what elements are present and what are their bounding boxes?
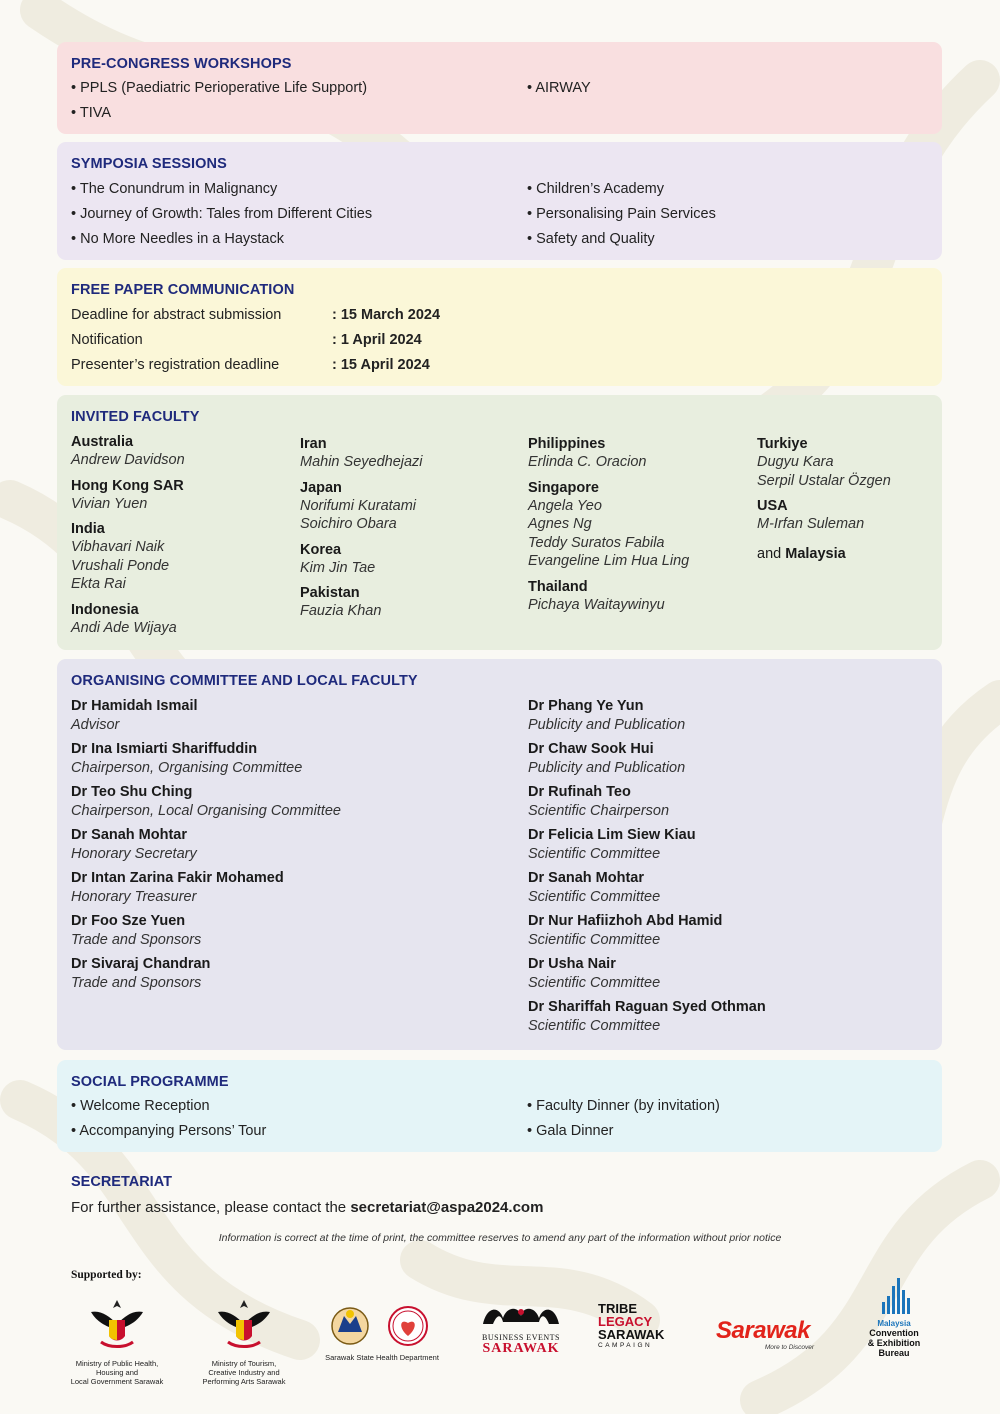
member-role: Honorary Treasurer xyxy=(71,888,197,905)
faculty-panel xyxy=(57,395,942,650)
member-name: Dr Rufinah Teo xyxy=(528,784,631,800)
country-name: Philippines xyxy=(528,436,606,452)
ministry-tourism-logo xyxy=(189,1296,299,1386)
member-name: Dr Teo Shu Ching xyxy=(71,784,193,800)
member-role: Scientific Committee xyxy=(528,974,661,991)
faculty-name: Vibhavari Naik xyxy=(71,539,165,555)
faculty-name: Vrushali Ponde xyxy=(71,557,170,574)
tribe-sarawak-text: SARAWAK xyxy=(598,1327,665,1342)
sarawak-crest-icon xyxy=(87,1296,147,1354)
sarawak-tagline: More to Discover xyxy=(764,1344,814,1351)
country-name: Indonesia xyxy=(71,601,139,618)
faculty-name: Vivian Yuen xyxy=(71,495,148,512)
list-item: • PPLS (Paediatric Perioperative Life Support) xyxy=(71,80,367,96)
faculty-column-3 xyxy=(528,435,689,621)
member-name: Dr Hamidah Ismail xyxy=(71,698,198,714)
ministry-health-caption: Ministry of Public Health, Housing and Local Government Sarawak xyxy=(70,1359,164,1386)
registration-value: : 15 April 2024 xyxy=(332,357,430,373)
committee-right-column xyxy=(528,697,766,1041)
business-events-bottom-text: SARAWAK xyxy=(482,1341,560,1356)
country-name: USA xyxy=(757,498,788,514)
member-name: Dr Sanah Mohtar xyxy=(71,827,188,843)
mycb-logo xyxy=(852,1274,936,1358)
social-panel xyxy=(57,1060,942,1152)
mycb-line-2: Convention xyxy=(869,1328,919,1338)
faculty-name: Evangeline Lim Hua Ling xyxy=(528,553,690,569)
faculty-column-4 xyxy=(757,435,891,569)
faculty-name: Soichiro Obara xyxy=(300,516,397,532)
faculty-name: Pichaya Waitaywinyu xyxy=(528,596,665,613)
country-name: Hong Kong SAR xyxy=(71,477,184,494)
list-item: • AIRWAY xyxy=(527,80,591,96)
health-department-logo xyxy=(322,1302,442,1362)
list-item: • Faculty Dinner (by invitation) xyxy=(527,1098,720,1114)
country-name: Pakistan xyxy=(300,585,360,601)
member-name: Dr Phang Ye Yun xyxy=(528,698,644,714)
notification-label: Notification xyxy=(71,332,143,348)
member-role: Publicity and Publication xyxy=(528,716,686,733)
member-name: Dr Chaw Sook Hui xyxy=(528,741,654,757)
country-name: India xyxy=(71,521,105,537)
list-item: • Personalising Pain Services xyxy=(527,206,716,222)
member-role: Chairperson, Organising Committee xyxy=(71,759,303,776)
symposia-panel xyxy=(57,142,942,260)
member-role: Trade and Sponsors xyxy=(71,974,202,991)
registration-label: Presenter’s registration deadline xyxy=(71,357,280,373)
social-title: SOCIAL PROGRAMME xyxy=(71,1074,229,1090)
member-name: Dr Felicia Lim Siew Kiau xyxy=(528,827,696,843)
list-item: • No More Needles in a Haystack xyxy=(71,231,284,247)
business-events-top-text: BUSINESS EVENTS xyxy=(482,1333,560,1342)
member-name: Dr Sivaraj Chandran xyxy=(71,956,211,972)
member-name: Dr Intan Zarina Fakir Mohamed xyxy=(71,870,284,886)
member-name: Dr Shariffah Raguan Syed Othman xyxy=(528,999,766,1015)
country-name: Singapore xyxy=(528,479,599,496)
member-role: Scientific Committee xyxy=(528,931,661,948)
free-paper-panel xyxy=(57,268,942,386)
country-name: Korea xyxy=(300,541,342,558)
ministry-health-logo xyxy=(62,1296,172,1386)
country-name: Iran xyxy=(300,436,327,452)
faculty-name: Serpil Ustalar Özgen xyxy=(757,472,891,489)
tribe-text: TRIBE xyxy=(598,1301,637,1316)
committee-left-column xyxy=(71,697,341,998)
notification-value: : 1 April 2024 xyxy=(332,332,422,348)
faculty-name: Ekta Rai xyxy=(71,576,126,592)
disclaimer: Information is correct at the time of print, the committee reserves to amend any part of the information without prior notice xyxy=(218,1232,782,1244)
mycb-bars-icon xyxy=(874,1274,914,1314)
member-name: Dr Ina Ismiarti Shariffuddin xyxy=(71,741,258,757)
committee-panel xyxy=(57,659,942,1050)
faculty-name: Norifumi Kuratami xyxy=(300,497,417,514)
member-name: Dr Usha Nair xyxy=(528,956,616,972)
deadline-label: Deadline for abstract submission xyxy=(71,307,282,323)
faculty-name: Andrew Davidson xyxy=(71,452,185,468)
health-department-emblem-icon xyxy=(322,1302,442,1348)
member-role: Scientific Committee xyxy=(528,1017,661,1034)
member-role: Chairperson, Local Organising Committee xyxy=(71,802,341,819)
workshops-title: PRE-CONGRESS WORKSHOPS xyxy=(71,56,292,72)
member-role: Scientific Committee xyxy=(528,888,661,905)
secretariat-contact-text: For further assistance, please contact the xyxy=(71,1199,347,1216)
member-role: Advisor xyxy=(71,716,120,733)
faculty-name: Erlinda C. Oracion xyxy=(528,454,647,470)
faculty-name: Fauzia Khan xyxy=(300,603,382,619)
faculty-name: Andi Ade Wijaya xyxy=(71,619,177,636)
member-name: Dr Sanah Mohtar xyxy=(528,870,645,886)
country-name: Turkiye xyxy=(757,436,808,452)
deadline-value: : 15 March 2024 xyxy=(332,307,440,323)
list-item: • The Conundrum in Malignancy xyxy=(71,181,277,197)
free-paper-title: FREE PAPER COMMUNICATION xyxy=(71,282,295,298)
list-item: • Safety and Quality xyxy=(527,231,655,247)
faculty-name: Dugyu Kara xyxy=(757,454,834,470)
faculty-column-2 xyxy=(300,435,423,628)
list-item: • Gala Dinner xyxy=(527,1123,613,1139)
member-role: Honorary Secretary xyxy=(71,845,197,862)
faculty-name: Angela Yeo xyxy=(528,497,602,514)
mycb-line-3: & Exhibition xyxy=(867,1338,921,1348)
list-item: • Welcome Reception xyxy=(71,1098,210,1114)
faculty-name: M-Irfan Suleman xyxy=(757,516,865,532)
tribe-legacy-logo xyxy=(598,1302,674,1350)
secretariat-text xyxy=(71,1199,543,1216)
ministry-tourism-caption: Ministry of Tourism, Creative Industry and Performing Arts Sarawak xyxy=(202,1359,286,1386)
health-department-caption: Sarawak State Health Department xyxy=(325,1353,439,1362)
faculty-name: Agnes Ng xyxy=(528,516,592,532)
sarawak-crest-icon xyxy=(214,1296,274,1354)
sarawak-wordmark: Sarawak xyxy=(716,1317,810,1344)
hornbill-motif-icon xyxy=(479,1302,563,1328)
list-item: • TIVA xyxy=(71,105,111,121)
list-item: • Children’s Academy xyxy=(527,181,664,197)
country-name: Malaysia xyxy=(785,545,846,562)
country-name: Thailand xyxy=(528,578,588,595)
sarawak-brand-logo xyxy=(704,1318,822,1351)
supported-by-label: Supported by: xyxy=(71,1269,142,1281)
country-name: Australia xyxy=(71,434,134,450)
committee-title: ORGANISING COMMITTEE AND LOCAL FACULTY xyxy=(71,673,418,689)
member-role: Scientific Chairperson xyxy=(528,802,670,819)
and-malaysia xyxy=(757,546,891,562)
business-events-sarawak-logo xyxy=(476,1302,566,1355)
member-name: Dr Foo Sze Yuen xyxy=(71,913,186,929)
secretariat-title: SECRETARIAT xyxy=(71,1174,172,1190)
member-role: Trade and Sponsors xyxy=(71,931,202,948)
list-item: • Journey of Growth: Tales from Different Cities xyxy=(71,206,372,222)
faculty-name: Teddy Suratos Fabila xyxy=(528,534,665,551)
faculty-title: INVITED FACULTY xyxy=(71,409,200,425)
member-name: Dr Nur Hafiizhoh Abd Hamid xyxy=(528,913,723,929)
member-role: Publicity and Publication xyxy=(528,759,686,776)
workshops-panel xyxy=(57,42,942,134)
legacy-text: LEGACY xyxy=(598,1314,653,1329)
mycb-line-4: Bureau xyxy=(878,1348,910,1358)
and-text: and xyxy=(757,545,782,562)
country-name: Japan xyxy=(300,479,342,496)
member-role: Scientific Committee xyxy=(528,845,661,862)
campaign-text: CAMPAIGN xyxy=(598,1342,653,1349)
secretariat-email-link[interactable]: secretariat@aspa2024.com xyxy=(350,1199,544,1216)
list-item: • Accompanying Persons’ Tour xyxy=(71,1123,266,1139)
symposia-title: SYMPOSIA SESSIONS xyxy=(71,156,227,172)
faculty-column-1 xyxy=(71,433,185,644)
mycb-line-1: Malaysia xyxy=(877,1319,911,1328)
faculty-name: Mahin Seyedhejazi xyxy=(300,454,423,470)
faculty-name: Kim Jin Tae xyxy=(300,559,376,576)
